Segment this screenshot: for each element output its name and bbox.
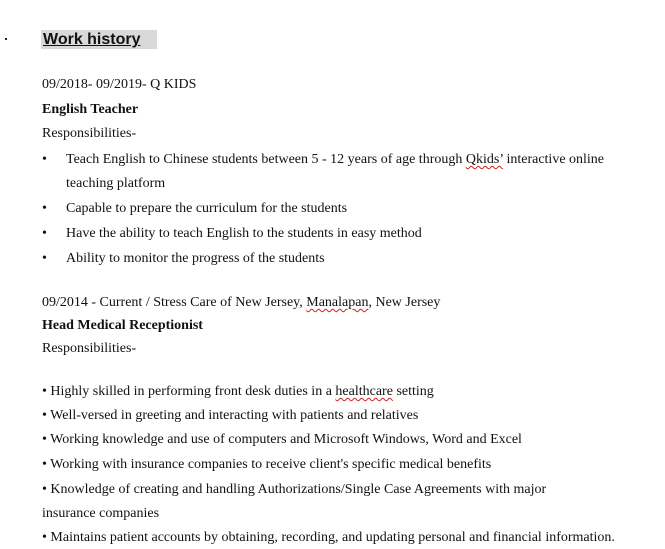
section-heading: Work history [43,31,141,48]
cursor-marker [5,38,7,40]
job2-bullet-1: • Highly skilled in performing front desk duties in a healthcare setting [42,384,434,399]
bullet-marker: • [42,226,47,241]
job2-responsibilities-label: Responsibilities- [42,341,137,356]
job1-bullet-1: Teach English to Chinese students between 5 - 12 years of age through Qkids’ interactive online [66,152,605,167]
job2-bullet-6: • Maintains patient accounts by obtaining, recording, and updating personal and financial information. [42,530,615,545]
job1-bullet-3: Have the ability to teach English to the students in easy method [66,226,422,241]
job2-bullet-5-continued: insurance companies [42,506,160,521]
spellcheck-word: Manalapan [306,295,369,310]
bullet-marker: • [42,152,47,167]
spellcheck-word: Qkids’ [465,152,503,167]
bullet-marker: • [42,251,47,266]
job2-bullet-4: • Working with insurance companies to receive client's specific medical benefits [42,457,492,472]
job2-dates-company: 09/2014 - Current / Stress Care of New Jersey, Manalapan, New Jersey [42,295,441,310]
job2-bullet-3: • Working knowledge and use of computers and Microsoft Windows, Word and Excel [42,432,522,447]
spellcheck-word: healthcare [335,384,393,399]
job1-bullet-1-continued: teaching platform [66,176,166,191]
job2-title: Head Medical Receptionist [42,318,203,333]
job2-bullet-2: • Well-versed in greeting and interacting with patients and relatives [42,408,419,423]
job1-dates-company: 09/2018- 09/2019- Q KIDS [42,77,197,92]
job2-bullet-5: • Knowledge of creating and handling Authorizations/Single Case Agreements with major [42,482,547,497]
job1-bullet-2: Capable to prepare the curriculum for the students [66,201,348,216]
job1-responsibilities-label: Responsibilities- [42,126,137,141]
job1-bullet-4: Ability to monitor the progress of the students [66,251,325,266]
job1-title: English Teacher [42,102,139,117]
bullet-marker: • [42,201,47,216]
